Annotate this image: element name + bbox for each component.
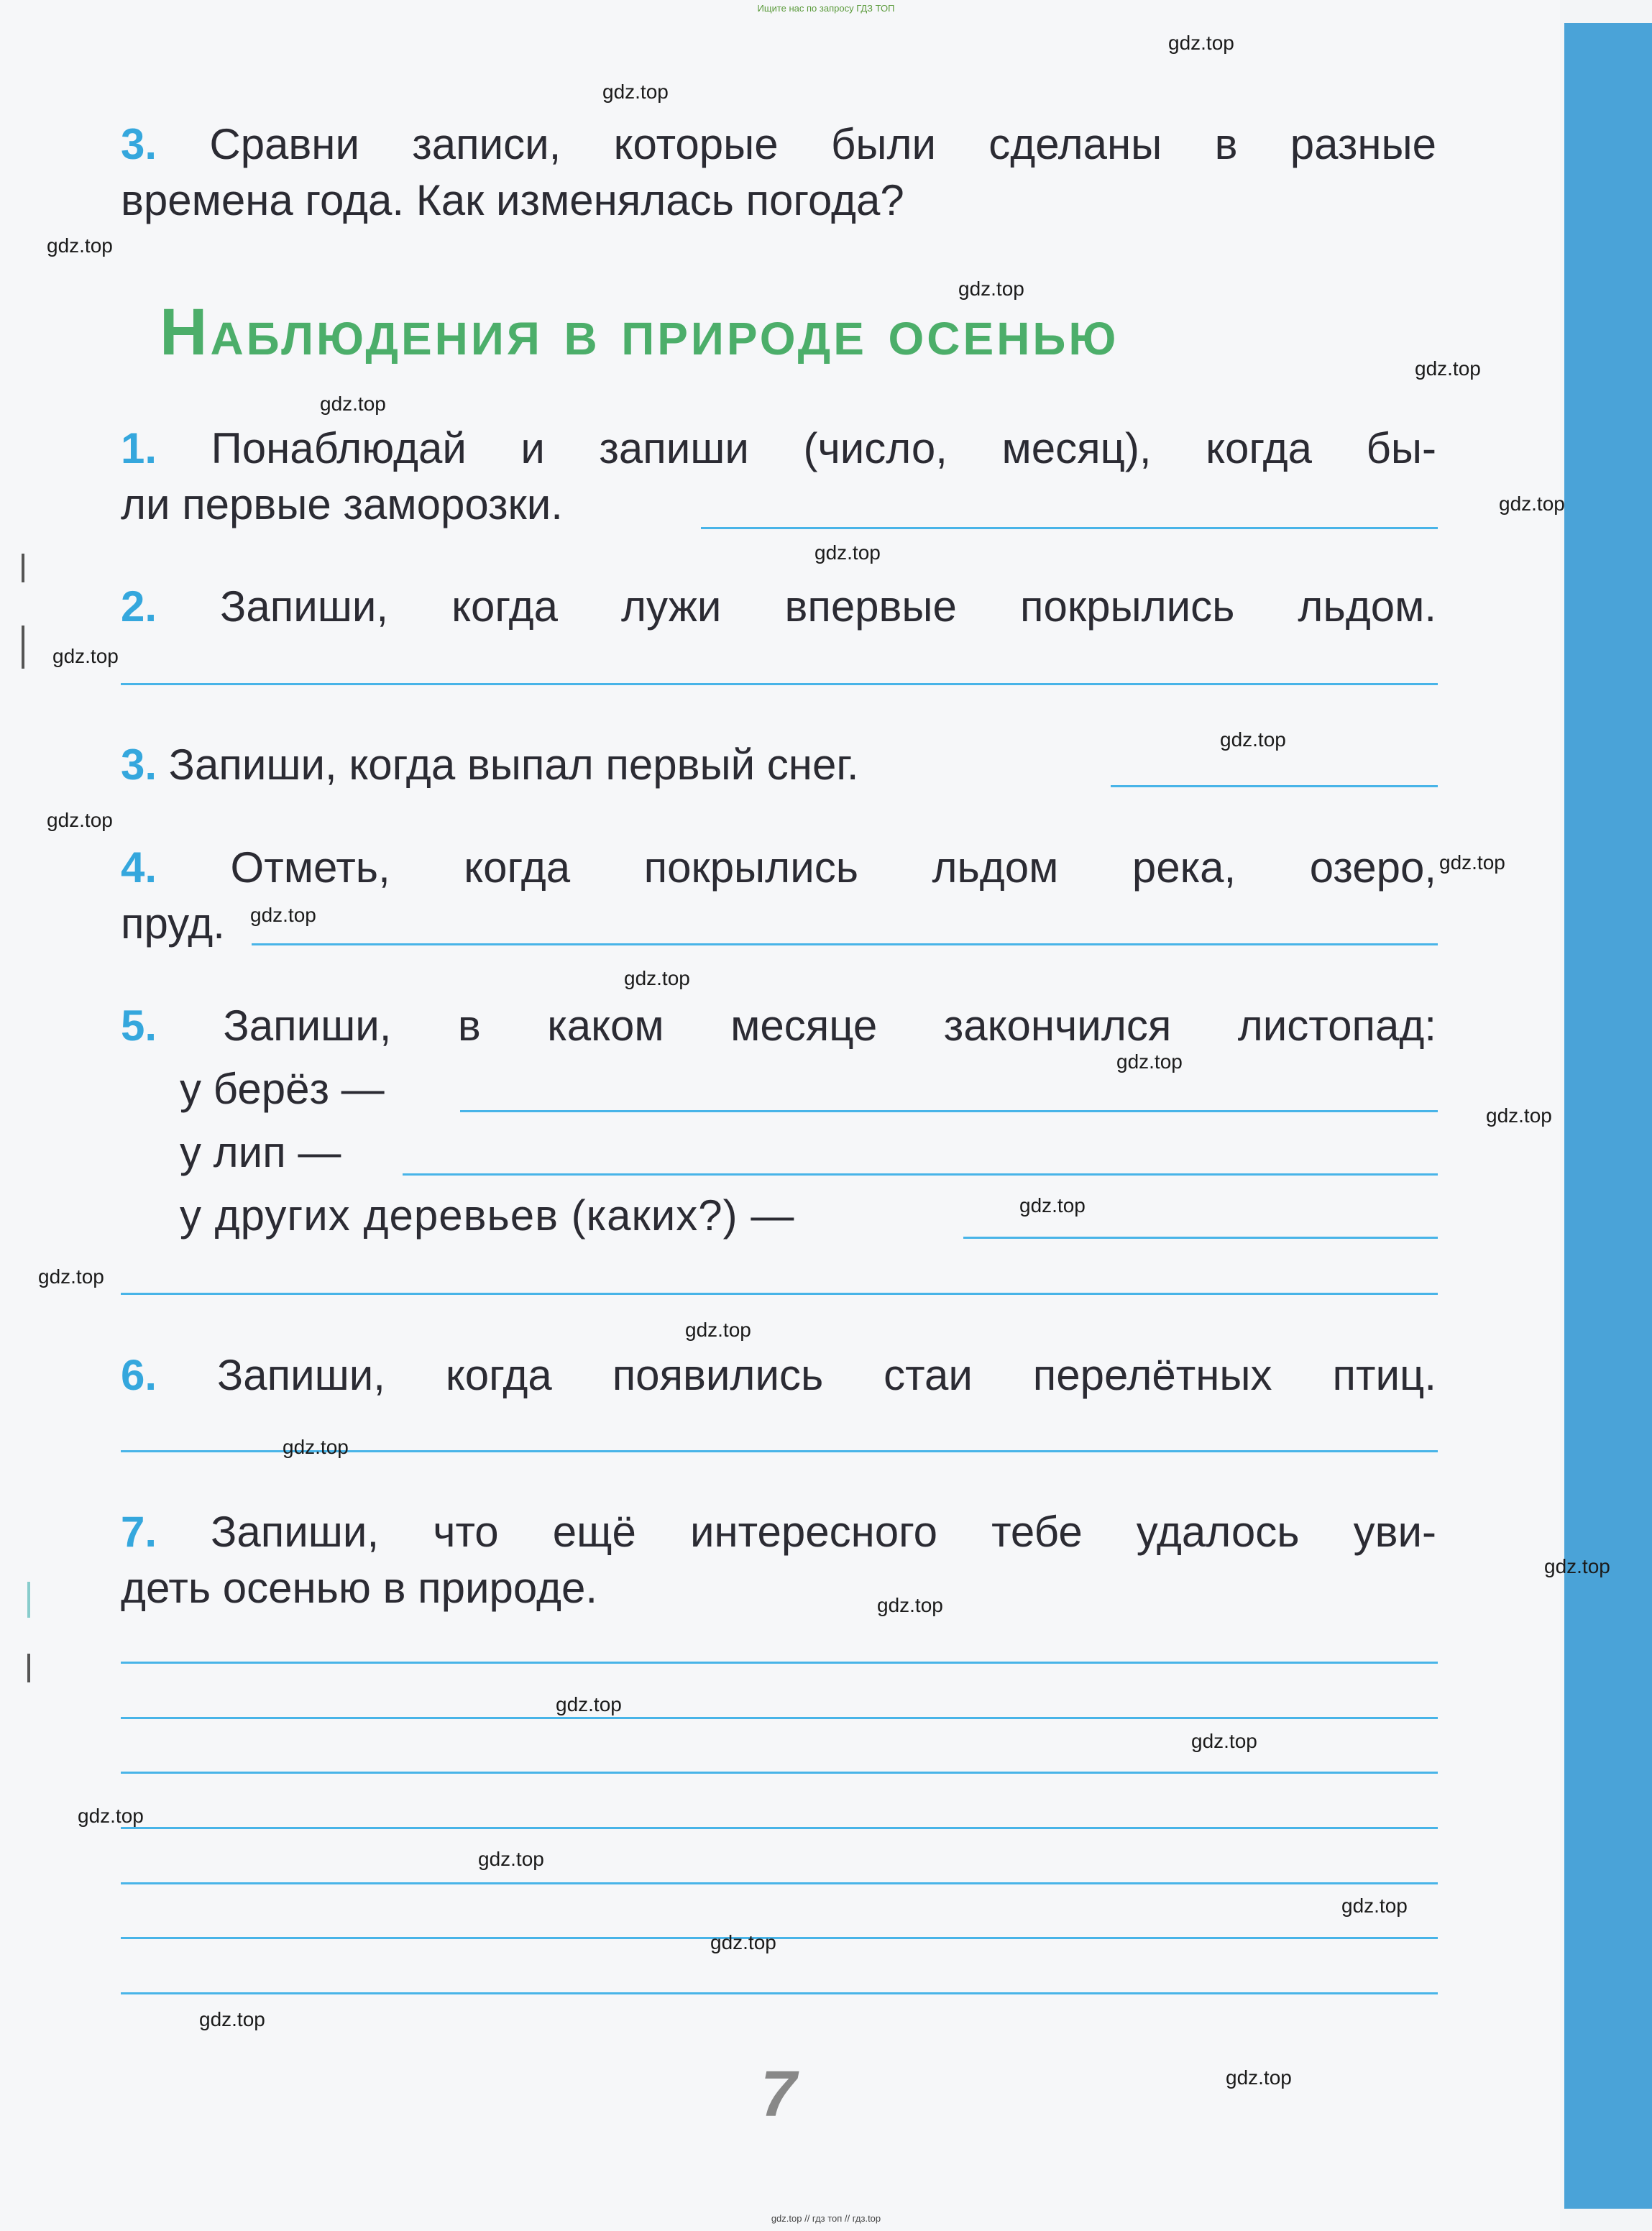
- section-title: Наблюдения в природе осенью: [160, 296, 1119, 369]
- watermark: gdz.top: [320, 393, 386, 415]
- task-3-line1: 3. Запиши, когда выпал первый снег.: [121, 741, 859, 789]
- task-4-line2: пруд.: [121, 899, 225, 948]
- task-5-birch: у берёз —: [180, 1065, 385, 1113]
- edge-mark: [22, 554, 24, 582]
- answer-line[interactable]: [252, 943, 1438, 945]
- watermark: gdz.top: [1544, 1555, 1610, 1577]
- task-7-line2: деть осенью в природе.: [121, 1564, 597, 1612]
- task-7-line1: 7. Запиши, что ещё интересного тебе удалось уви-: [121, 1508, 1436, 1556]
- task-2-line1: 2. Запиши, когда лужи впервые покрылись льдом.: [121, 582, 1437, 631]
- watermark: gdz.top: [1019, 1194, 1086, 1217]
- task-1-line1: 1. Понаблюдай и запиши (число, месяц), когда бы-: [121, 424, 1436, 472]
- answer-line[interactable]: [701, 527, 1438, 529]
- watermark: gdz.top: [1226, 2066, 1292, 2089]
- watermark: gdz.top: [47, 809, 113, 831]
- task-5-linden: у лип —: [180, 1128, 341, 1176]
- task-6-line1: 6. Запиши, когда появились стаи перелётных птиц.: [121, 1351, 1437, 1399]
- answer-line[interactable]: [121, 683, 1438, 685]
- task-1-line2: ли первые заморозки.: [121, 480, 563, 528]
- edge-mark: [22, 626, 24, 669]
- watermark: gdz.top: [556, 1693, 622, 1715]
- watermark: gdz.top: [1486, 1104, 1552, 1127]
- answer-line[interactable]: [121, 1662, 1438, 1664]
- watermark: gdz.top: [602, 81, 669, 103]
- watermark: gdz.top: [1220, 728, 1286, 751]
- watermark: gdz.top: [814, 541, 881, 564]
- edge-mark: [27, 1582, 30, 1618]
- watermark: gdz.top: [710, 1931, 776, 1953]
- watermark: gdz.top: [283, 1436, 349, 1458]
- watermark: gdz.top: [1415, 357, 1481, 380]
- watermark: gdz.top: [958, 278, 1024, 300]
- page-number: 7: [761, 2058, 797, 2130]
- task-5-line1: 5. Запиши, в каком месяце закончился листопад:: [121, 1002, 1436, 1050]
- watermark: gdz.top: [1499, 493, 1565, 515]
- answer-line[interactable]: [121, 1772, 1438, 1774]
- watermark: gdz.top: [199, 2008, 265, 2030]
- answer-line[interactable]: [121, 1992, 1438, 1994]
- watermark: gdz.top: [1341, 1895, 1408, 1917]
- watermark: gdz.top: [685, 1319, 751, 1341]
- answer-line[interactable]: [121, 1882, 1438, 1884]
- watermark: gdz.top: [624, 967, 690, 989]
- watermark: gdz.top: [1439, 851, 1505, 874]
- intro-task-line2: времена года. Как изменялась погода?: [121, 176, 904, 224]
- watermark: gdz.top: [78, 1805, 144, 1827]
- watermark: gdz.top: [478, 1848, 544, 1870]
- intro-task-number: 3.: [121, 120, 157, 168]
- watermark: gdz.top: [877, 1594, 943, 1616]
- watermark: gdz.top: [250, 904, 316, 926]
- side-color-band: [1564, 23, 1652, 2209]
- answer-line[interactable]: [460, 1110, 1438, 1112]
- answer-line[interactable]: [1111, 785, 1438, 787]
- footer-credit: gdz.top // гдз топ // гдз.top: [771, 2213, 881, 2224]
- edge-mark: [27, 1654, 30, 1682]
- task-5-other-trees: у других деревьев (каких?) —: [180, 1191, 795, 1240]
- answer-line[interactable]: [963, 1237, 1438, 1239]
- answer-line[interactable]: [121, 1937, 1438, 1939]
- answer-line[interactable]: [403, 1173, 1438, 1176]
- answer-line[interactable]: [121, 1827, 1438, 1829]
- watermark: gdz.top: [1168, 32, 1234, 54]
- watermark: gdz.top: [38, 1265, 104, 1288]
- header-credit: Ищите нас по запросу ГДЗ ТОП: [757, 3, 895, 14]
- watermark: gdz.top: [1116, 1050, 1183, 1073]
- task-4-line1: 4. Отметь, когда покрылись льдом река, озеро,: [121, 843, 1437, 892]
- watermark: gdz.top: [52, 645, 119, 667]
- watermark: gdz.top: [47, 234, 113, 257]
- watermark: gdz.top: [1191, 1730, 1257, 1752]
- answer-line[interactable]: [121, 1293, 1438, 1295]
- answer-line[interactable]: [121, 1717, 1438, 1719]
- intro-task-line1: 3. Сравни записи, которые были сделаны в разные: [121, 120, 1436, 168]
